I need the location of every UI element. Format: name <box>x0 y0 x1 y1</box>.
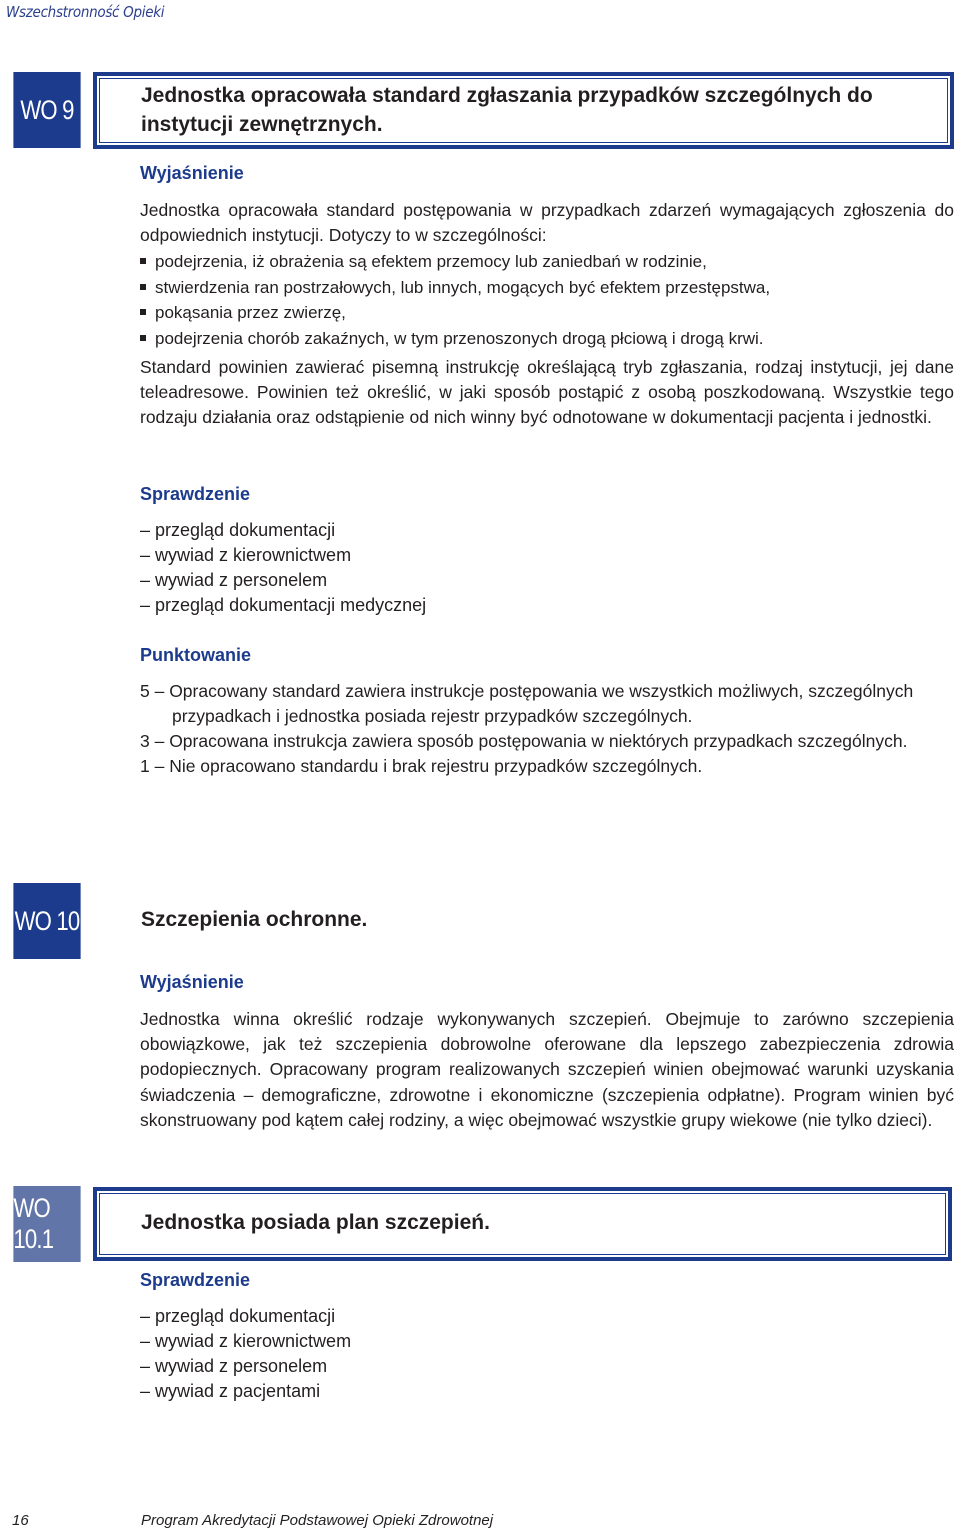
scoring-item: 5 – Opracowany standard zawiera instrukcje postępowania we wszystkich możliwych, szczególnych przypadkach i jednostka posiada rejestr przypadków szczególnych. <box>140 681 914 726</box>
verification-list <box>140 518 426 618</box>
standard-title-wo10: Szczepienia ochronne. <box>141 908 368 931</box>
explanation-intro: Jednostka opracowała standard postępowania w przypadkach zdarzeń wymagających zgłoszenia do odpowiednich instytucji. Dotyczy to w szczególności: <box>140 200 954 246</box>
standard-title-wo9: Jednostka opracowała standard zgłaszania przypadków szczególnych do instytucji zewnętrznych. <box>141 84 873 136</box>
scoring-list <box>140 679 946 779</box>
explanation-bullet-list <box>140 249 770 351</box>
standard-tag-wo10-1: WO 10.1 <box>13 1186 80 1262</box>
standard-tag-wo9: WO 9 <box>13 72 80 148</box>
section-heading-scoring: Punktowanie <box>140 645 252 665</box>
bullet-item: pokąsania przez zwierzę, <box>140 300 770 326</box>
scoring-item: 3 – Opracowana instrukcja zawiera sposób postępowania w niektórych przypadkach szczególnych. <box>140 731 908 751</box>
verification-item: – przegląd dokumentacji medycznej <box>140 593 426 618</box>
standard-tag-wo10: WO 10 <box>13 883 80 959</box>
section-heading-verification: Sprawdzenie <box>140 484 251 504</box>
verification-item: – przegląd dokumentacji <box>140 518 426 543</box>
scoring-item: 1 – Nie opracowano standardu i brak rejestru przypadków szczególnych. <box>140 756 703 776</box>
verification-item: – wywiad z personelem <box>140 568 426 593</box>
section-heading-explanation: Wyjaśnienie <box>140 972 244 992</box>
section-heading-verification: Sprawdzenie <box>140 1270 251 1290</box>
section-heading-explanation: Wyjaśnienie <box>140 163 244 183</box>
standard-title-wo10-1: Jednostka posiada plan szczepień. <box>141 1211 490 1234</box>
bullet-item: podejrzenia, iż obrażenia są efektem przemocy lub zaniedbań w rodzinie, <box>140 249 770 275</box>
running-header: Wszechstronność Opieki <box>6 3 165 21</box>
explanation-outro: Standard powinien zawierać pisemną instrukcję określającą tryb zgłaszania, rodzaj instytucji, jej dane teleadresowe. Powinien też określić, w jaki sposób postąpić z osobą poszkodowaną. Wszystkie tego rodzaju działania oraz odstąpienie od nich winny być odnotowane w dokumentacji pacjenta i jednostki. <box>140 357 954 428</box>
explanation-text: Jednostka winna określić rodzaje wykonywanych szczepień. Obejmuje to zarówno szczepienia obowiązkowe, jak też szczepienia dobrowolne oferowane dla lepszego zabezpieczenia zdrowia podopiecznych. Opracowany program realizowanych szczepień winien obejmować warunki uzyskania świadczenia – demograficzne, zdrowotne i ekonomiczne (szczepienia odpłatne). Program winien być skonstruowany pod kątem całej rodziny, a więc obejmować wszystkie grupy wiekowe (nie tylko dzieci). <box>140 1009 954 1130</box>
footer-publication-title: Program Akredytacji Podstawowej Opieki Zdrowotnej <box>141 1512 494 1529</box>
verification-item: – wywiad z personelem <box>140 1354 351 1379</box>
verification-item: – wywiad z kierownictwem <box>140 1329 351 1354</box>
verification-item: – przegląd dokumentacji <box>140 1304 351 1329</box>
verification-list <box>140 1304 351 1404</box>
verification-item: – wywiad z pacjentami <box>140 1379 351 1404</box>
verification-item: – wywiad z kierownictwem <box>140 543 426 568</box>
bullet-item: stwierdzenia ran postrzałowych, lub innych, mogących być efektem przestępstwa, <box>140 275 770 301</box>
page-number: 16 <box>12 1512 29 1529</box>
bullet-item: podejrzenia chorób zakaźnych, w tym przenoszonych drogą płciową i drogą krwi. <box>140 326 770 352</box>
